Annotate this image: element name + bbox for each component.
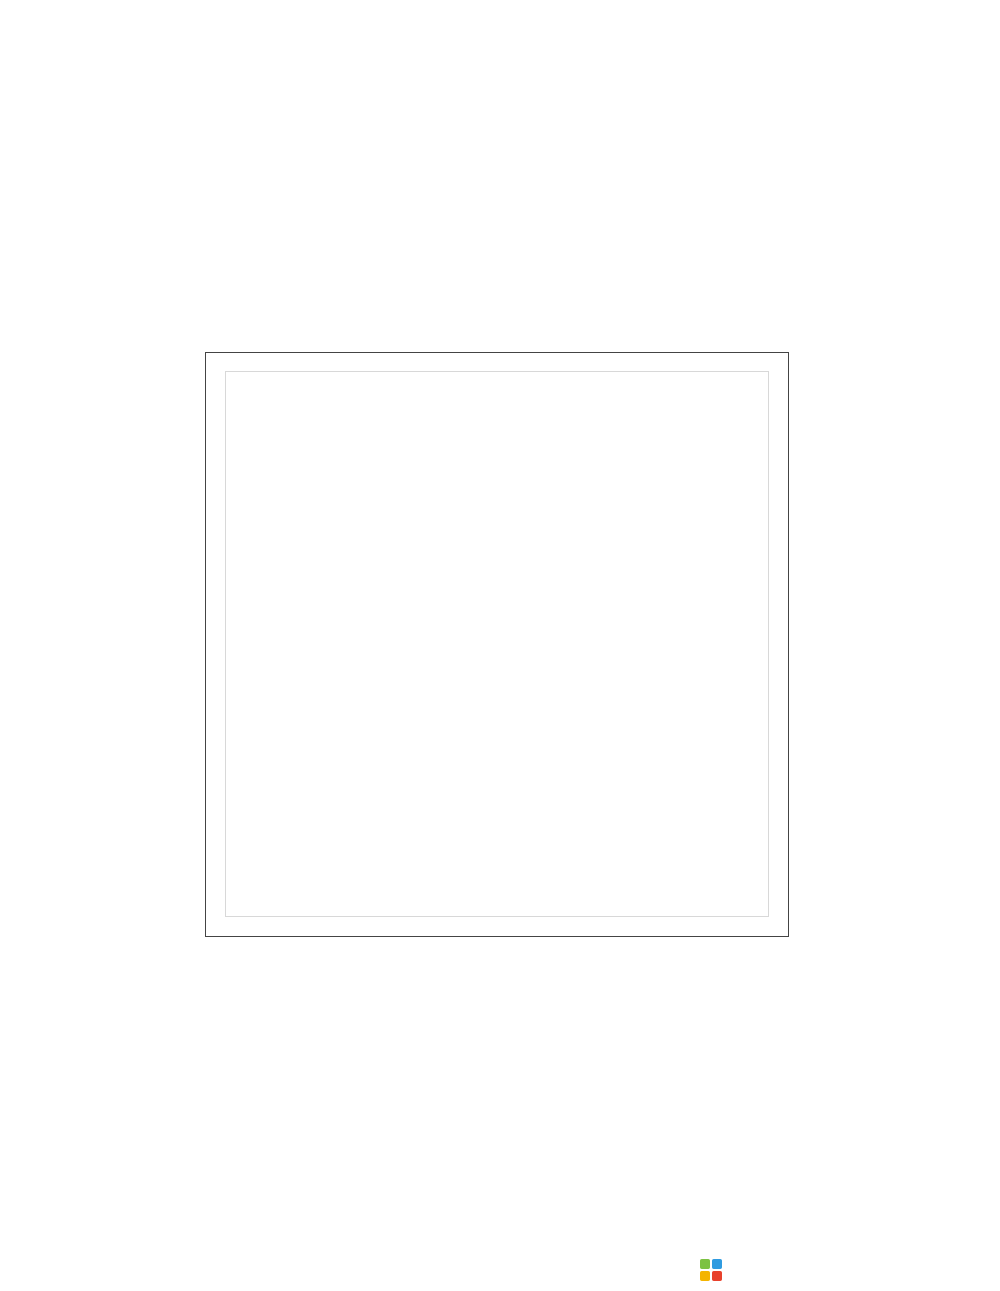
- word-list-item: [350, 1058, 460, 1082]
- liveworksheets-logo-icon: [700, 1259, 722, 1281]
- word-list-item: [350, 1010, 460, 1034]
- word-list-left: [350, 1010, 460, 1082]
- word-list-item: [350, 1034, 460, 1058]
- word-search-grid[interactable]: [225, 371, 769, 917]
- word-search-frame: [205, 352, 789, 937]
- liveworksheets-logo[interactable]: [700, 1254, 726, 1286]
